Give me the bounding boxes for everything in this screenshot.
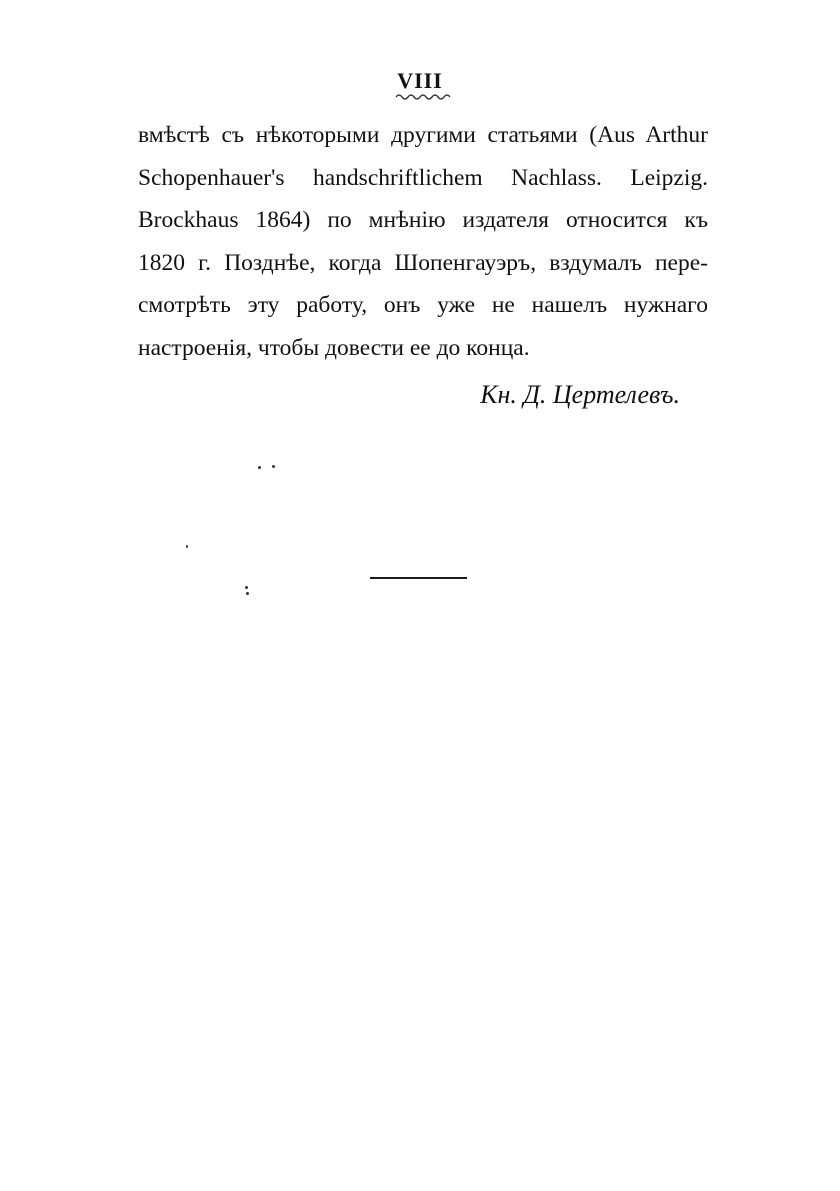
print-speck [245,586,248,589]
print-speck [272,465,275,468]
body-line: 1820 г. Позднѣе, когда Шопенгауэръ, вздумалъ пере- [138,249,708,276]
print-speck [258,466,261,469]
print-speck [246,592,249,595]
body-line: настроенія, чтобы довести ее до конца. [138,334,530,361]
end-rule [370,577,467,579]
body-line: Brockhaus 1864) по мнѣнію издателя относится къ [138,207,708,233]
author-signature: Кн. Д. Цертелевъ. [480,380,680,409]
body-paragraph [138,114,708,369]
body-line: Schopenhauer's handschriftlichem Nachlass. Leipzig. [138,164,708,191]
page-number-ornament [395,92,453,102]
page-number: VIII [397,68,443,93]
print-speck [186,545,188,548]
body-line: вмѣстѣ съ нѣкоторыми другими статьями (Aus Arthur [138,122,708,148]
body-line: смотрѣть эту работу, онъ уже не нашелъ нужнаго [138,292,708,318]
